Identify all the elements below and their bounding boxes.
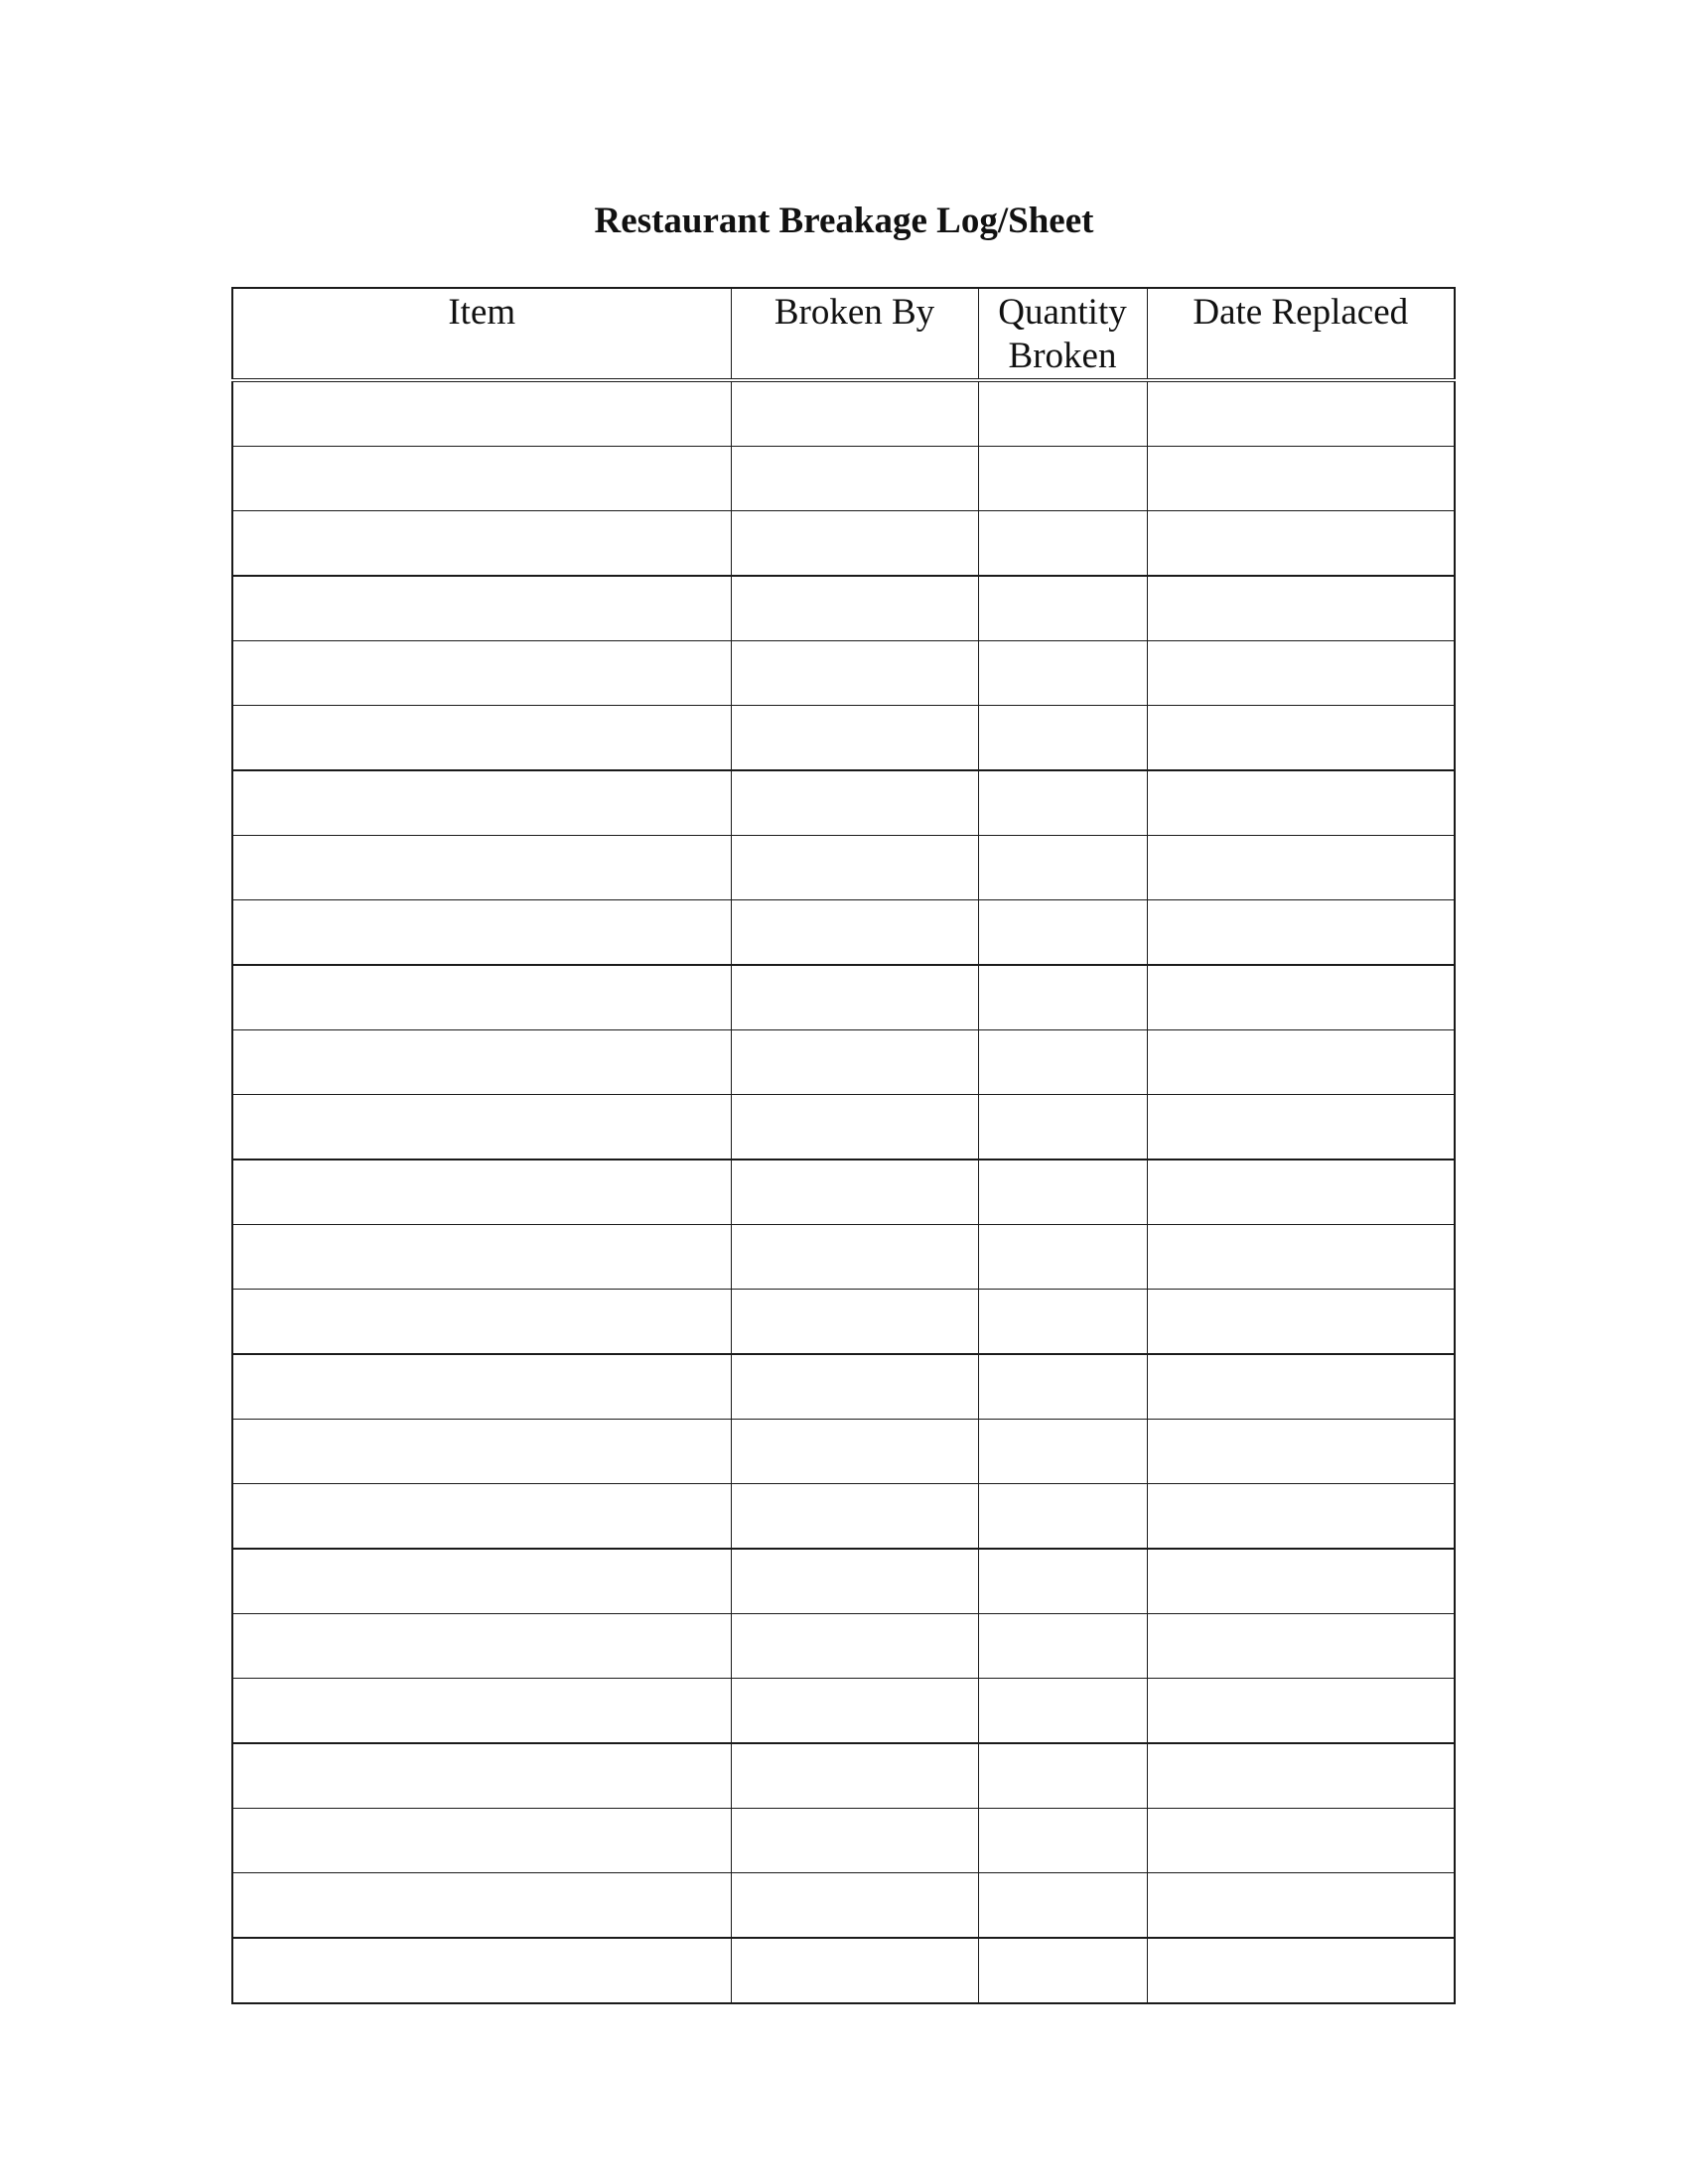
date-replaced-cell[interactable] [1147, 1549, 1455, 1614]
broken-by-cell[interactable] [731, 1938, 978, 2003]
table-row [232, 1873, 1455, 1939]
quantity-broken-cell[interactable] [978, 1679, 1147, 1744]
quantity-broken-cell[interactable] [978, 511, 1147, 577]
broken-by-cell[interactable] [731, 1160, 978, 1225]
broken-by-cell[interactable] [731, 576, 978, 641]
quantity-broken-cell[interactable] [978, 1354, 1147, 1420]
item-cell[interactable] [232, 1354, 731, 1420]
table-row [232, 1030, 1455, 1095]
item-cell[interactable] [232, 1095, 731, 1160]
broken-by-cell[interactable] [731, 1354, 978, 1420]
broken-by-cell[interactable] [731, 1290, 978, 1355]
item-cell[interactable] [232, 836, 731, 900]
date-replaced-cell[interactable] [1147, 447, 1455, 511]
quantity-broken-cell[interactable] [978, 1290, 1147, 1355]
broken-by-cell[interactable] [731, 1484, 978, 1550]
date-replaced-cell[interactable] [1147, 965, 1455, 1030]
broken-by-cell[interactable] [731, 1614, 978, 1679]
header-date-replaced-label: Date Replaced [1193, 292, 1409, 333]
quantity-broken-cell[interactable] [978, 1160, 1147, 1225]
date-replaced-cell[interactable] [1147, 1679, 1455, 1744]
header-broken-by [731, 288, 978, 380]
quantity-broken-cell[interactable] [978, 1614, 1147, 1679]
broken-by-cell[interactable] [731, 1743, 978, 1809]
quantity-broken-cell[interactable] [978, 836, 1147, 900]
table-row [232, 1484, 1455, 1550]
item-cell[interactable] [232, 706, 731, 771]
broken-by-cell[interactable] [731, 1225, 978, 1290]
quantity-broken-cell[interactable] [978, 447, 1147, 511]
item-cell[interactable] [232, 1743, 731, 1809]
table-row [232, 770, 1455, 836]
date-replaced-cell[interactable] [1147, 1095, 1455, 1160]
quantity-broken-cell[interactable] [978, 380, 1147, 447]
item-cell[interactable] [232, 1549, 731, 1614]
broken-by-cell[interactable] [731, 511, 978, 577]
item-cell[interactable] [232, 770, 731, 836]
item-cell[interactable] [232, 1484, 731, 1550]
item-cell[interactable] [232, 380, 731, 447]
date-replaced-cell[interactable] [1147, 1030, 1455, 1095]
broken-by-cell[interactable] [731, 1549, 978, 1614]
table-row [232, 1225, 1455, 1290]
table-body [232, 380, 1455, 2003]
date-replaced-cell[interactable] [1147, 900, 1455, 966]
quantity-broken-cell[interactable] [978, 1225, 1147, 1290]
table-row [232, 1095, 1455, 1160]
quantity-broken-cell[interactable] [978, 770, 1147, 836]
date-replaced-cell[interactable] [1147, 1160, 1455, 1225]
table-row [232, 1420, 1455, 1484]
page-title: Restaurant Breakage Log/Sheet [594, 201, 1094, 241]
quantity-broken-cell[interactable] [978, 1743, 1147, 1809]
table-header [232, 288, 1455, 380]
quantity-broken-cell[interactable] [978, 1549, 1147, 1614]
item-cell[interactable] [232, 1030, 731, 1095]
item-cell[interactable] [232, 1225, 731, 1290]
item-cell[interactable] [232, 900, 731, 966]
table-row [232, 447, 1455, 511]
date-replaced-cell[interactable] [1147, 1290, 1455, 1355]
broken-by-cell[interactable] [731, 900, 978, 966]
date-replaced-cell[interactable] [1147, 1873, 1455, 1939]
broken-by-cell[interactable] [731, 1420, 978, 1484]
item-cell[interactable] [232, 1809, 731, 1873]
table-row [232, 1160, 1455, 1225]
header-quantity-broken [978, 288, 1147, 380]
item-cell[interactable] [232, 1160, 731, 1225]
date-replaced-cell[interactable] [1147, 1743, 1455, 1809]
item-cell[interactable] [232, 1614, 731, 1679]
quantity-broken-cell[interactable] [978, 1420, 1147, 1484]
broken-by-cell[interactable] [731, 706, 978, 771]
item-cell[interactable] [232, 1873, 731, 1939]
item-cell[interactable] [232, 447, 731, 511]
table-row [232, 1743, 1455, 1809]
table-row [232, 511, 1455, 577]
table-row [232, 965, 1455, 1030]
table-row [232, 1290, 1455, 1355]
header-broken-by-label: Broken By [774, 292, 935, 333]
date-replaced-cell[interactable] [1147, 1484, 1455, 1550]
item-cell[interactable] [232, 1938, 731, 2003]
item-cell[interactable] [232, 965, 731, 1030]
quantity-broken-cell[interactable] [978, 1873, 1147, 1939]
quantity-broken-cell[interactable] [978, 1030, 1147, 1095]
table-row [232, 1549, 1455, 1614]
broken-by-cell[interactable] [731, 770, 978, 836]
table-row [232, 1679, 1455, 1744]
broken-by-cell[interactable] [731, 641, 978, 706]
table-row [232, 1354, 1455, 1420]
quantity-broken-cell[interactable] [978, 576, 1147, 641]
quantity-broken-cell[interactable] [978, 1938, 1147, 2003]
date-replaced-cell[interactable] [1147, 641, 1455, 706]
header-quantity-broken-line2: Broken [1008, 336, 1117, 376]
broken-by-cell[interactable] [731, 1030, 978, 1095]
item-cell[interactable] [232, 1420, 731, 1484]
broken-by-cell[interactable] [731, 1095, 978, 1160]
header-item-label: Item [448, 292, 516, 333]
date-replaced-cell[interactable] [1147, 1225, 1455, 1290]
date-replaced-cell[interactable] [1147, 576, 1455, 641]
quantity-broken-cell[interactable] [978, 900, 1147, 966]
header-quantity-broken-line1: Quantity [998, 292, 1127, 333]
date-replaced-cell[interactable] [1147, 511, 1455, 577]
date-replaced-cell[interactable] [1147, 380, 1455, 447]
header-date-replaced [1147, 288, 1455, 380]
item-cell[interactable] [232, 576, 731, 641]
header-item [232, 288, 731, 380]
table-row [232, 706, 1455, 771]
broken-by-cell[interactable] [731, 1873, 978, 1939]
table-row [232, 576, 1455, 641]
quantity-broken-cell[interactable] [978, 641, 1147, 706]
quantity-broken-cell[interactable] [978, 706, 1147, 771]
quantity-broken-cell[interactable] [978, 1484, 1147, 1550]
item-cell[interactable] [232, 511, 731, 577]
date-replaced-cell[interactable] [1147, 1354, 1455, 1420]
date-replaced-cell[interactable] [1147, 1614, 1455, 1679]
broken-by-cell[interactable] [731, 1809, 978, 1873]
date-replaced-cell[interactable] [1147, 1809, 1455, 1873]
quantity-broken-cell[interactable] [978, 1095, 1147, 1160]
table-row [232, 1614, 1455, 1679]
table-row [232, 900, 1455, 966]
table-row [232, 836, 1455, 900]
table-row [232, 1938, 1455, 2003]
broken-by-cell[interactable] [731, 1679, 978, 1744]
date-replaced-cell[interactable] [1147, 706, 1455, 771]
item-cell[interactable] [232, 1290, 731, 1355]
header-row [232, 288, 1455, 380]
date-replaced-cell[interactable] [1147, 1938, 1455, 2003]
table-row [232, 641, 1455, 706]
broken-by-cell[interactable] [731, 380, 978, 447]
quantity-broken-cell[interactable] [978, 1809, 1147, 1873]
date-replaced-cell[interactable] [1147, 836, 1455, 900]
broken-by-cell[interactable] [731, 836, 978, 900]
breakage-log-table [231, 287, 1456, 2004]
table-row [232, 380, 1455, 447]
quantity-broken-cell[interactable] [978, 965, 1147, 1030]
item-cell[interactable] [232, 1679, 731, 1744]
date-replaced-cell[interactable] [1147, 770, 1455, 836]
table-row [232, 1809, 1455, 1873]
date-replaced-cell[interactable] [1147, 1420, 1455, 1484]
broken-by-cell[interactable] [731, 447, 978, 511]
broken-by-cell[interactable] [731, 965, 978, 1030]
item-cell[interactable] [232, 641, 731, 706]
